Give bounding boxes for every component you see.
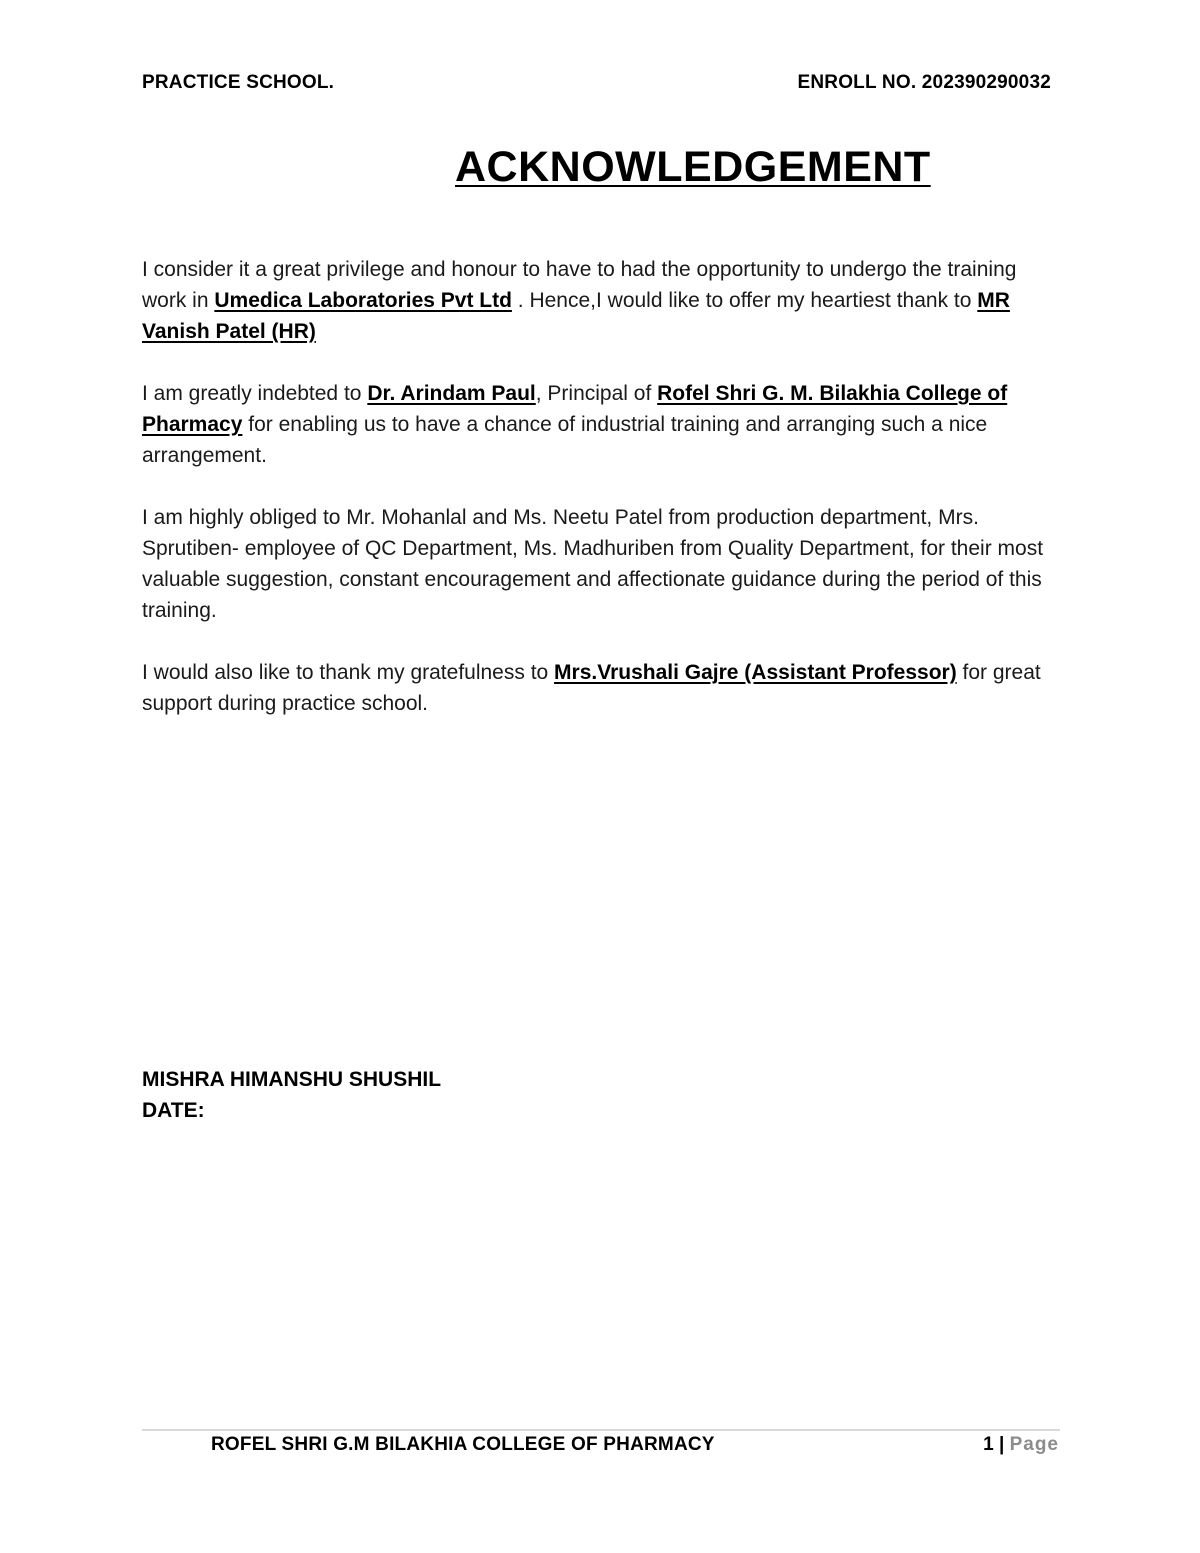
page-number: 1 [983,1434,994,1455]
footer-divider [142,1429,1060,1431]
footer-page-indicator [983,1434,1059,1456]
paragraph-4 [142,657,1062,719]
header-enroll-number: ENROLL NO. 202390290032 [797,72,1051,93]
college-name: Rofel Shri G. M. Bilakhia College of Pharmacy [142,382,1008,436]
p4-text-1: I would also like to thank my gratefulness to [142,661,555,684]
signature-date-label: DATE: [142,1099,205,1122]
p3-text: I am highly obliged to Mr. Mohanlal and Ms. Neetu Patel from production department, Mrs. Sprutiben- employee of QC Department, Ms. Madhuriben from Quality Department, for their most valuable suggestion, constant encouragement and affectionate guidance during the period of this training. [142,506,1044,622]
signature-block [142,1064,441,1126]
footer-college: ROFEL SHRI G.M BILAKHIA COLLEGE OF PHARMACY [211,1434,715,1455]
header-left: PRACTICE SCHOOL. [142,72,335,93]
paragraph-2 [142,378,1062,471]
p2-text-2: , Principal of [535,382,658,405]
professor-name: Mrs.Vrushali Gajre (Assistant Professor) [554,661,957,684]
hr-name: MR Vanish Patel (HR) [142,289,1010,343]
page-word: Page [1009,1434,1059,1455]
company-name: Umedica Laboratories Pvt Ltd [214,289,512,312]
p1-text-1: I consider it a great privilege and honour to have to had the opportunity to undergo the training work in [142,258,1017,312]
paragraph-3 [142,502,1062,626]
p2-text-3: for enabling us to have a chance of industrial training and arranging such a nice arrangement. [142,413,988,467]
p4-text-2: for great support during practice school. [142,661,1041,715]
paragraph-1 [142,254,1062,347]
body-text [142,254,1062,750]
p1-text-2: . Hence,I would like to offer my heartiest thank to [511,289,978,312]
p2-text-1: I am greatly indebted to [142,382,368,405]
page-separator: | [998,1434,1005,1455]
page-title: ACKNOWLEDGEMENT [455,143,931,191]
principal-name: Dr. Arindam Paul [367,382,536,405]
signature-name: MISHRA HIMANSHU SHUSHIL [142,1068,442,1091]
